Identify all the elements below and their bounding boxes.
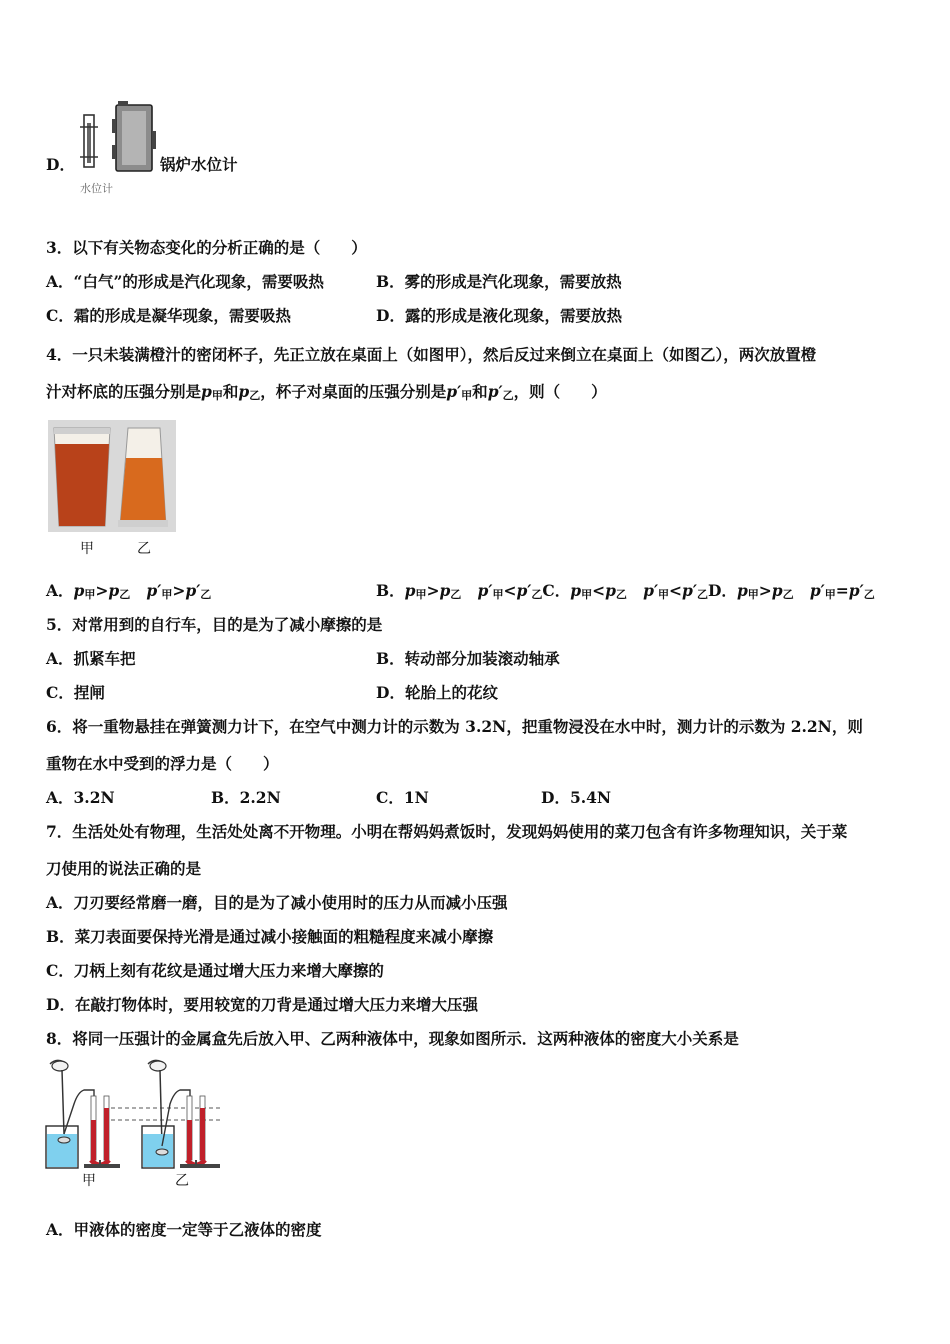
q6-option-c: C．1N: [376, 788, 429, 807]
q5-option-c: C．捏闸: [46, 683, 105, 702]
water-gauge-caption: 水位计: [80, 182, 113, 195]
q5-option-d: D．轮胎上的花纹: [376, 683, 498, 702]
q7-option-c: C．刀柄上刻有花纹是通过增大压力来增大摩擦的: [46, 961, 384, 980]
q4-caption-jia: 甲: [80, 541, 94, 557]
q8-caption-yi: 乙: [175, 1173, 189, 1189]
pressure-gauge-figure: [44, 1056, 224, 1172]
q7-stem-line2: 刀使用的说法正确的是: [46, 859, 202, 878]
q5-stem: 5．对常用到的自行车，目的是为了减小摩擦的是: [46, 615, 383, 634]
q4-options-bcd: B．$p_甲>p_乙$ $p'_甲<p'_乙C$．$p_甲<p_乙$ $p'_甲<p'_乙D$．$p_甲>p_乙$ $p'_甲=p'_乙$: [376, 581, 875, 601]
q7-option-d: D．在敲打物体时，要用较宽的刀背是通过增大压力来增大压强: [46, 995, 478, 1014]
q3-option-b: B．雾的形成是汽化现象，需要放热: [376, 272, 622, 291]
q8-caption-jia: 甲: [82, 1173, 96, 1189]
q4-caption-yi: 乙: [137, 541, 151, 557]
q8-stem: 8．将同一压强计的金属盒先后放入甲、乙两种液体中，现象如图所示．这两种液体的密度大小关系是: [46, 1029, 739, 1048]
q3-option-a: A．“白气”的形成是汽化现象，需要吸热: [46, 272, 324, 291]
q6-stem-line2: 重物在水中受到的浮力是（ ）: [46, 754, 279, 773]
q4-option-a: A．$p_甲>p_乙$ $p'_甲>p'_乙$: [46, 581, 212, 601]
q7-option-a: A．刀刃要经常磨一磨，目的是为了减小使用时的压力从而减小压强: [46, 893, 508, 912]
q2-option-d-text: 锅炉水位计: [160, 155, 238, 174]
q3-stem: 3．以下有关物态变化的分析正确的是（ ）: [46, 238, 367, 257]
q8-option-a: A．甲液体的密度一定等于乙液体的密度: [46, 1220, 322, 1239]
q6-option-b: B．2.2N: [211, 788, 281, 807]
q7-stem-line1: 7．生活处处有物理，生活处处离不开物理。小明在帮妈妈煮饭时，发现妈妈使用的菜刀包含有许多物理知识，关于菜: [46, 822, 848, 841]
q6-option-d: D．5.4N: [541, 788, 612, 807]
q5-option-a: A．抓紧车把: [46, 649, 136, 668]
q6-option-a: A．3.2N: [46, 788, 115, 807]
q3-option-c: C．霜的形成是凝华现象，需要吸热: [46, 306, 291, 325]
juice-cups-figure: [48, 420, 176, 532]
q6-stem-line1: 6．将一重物悬挂在弹簧测力计下，在空气中测力计的示数为 3.2N，把重物浸没在水中时，测力计的示数为 2.2N，则: [46, 717, 863, 736]
q4-stem-line1: 4．一只未装满橙汁的密闭杯子，先正立放在桌面上（如图甲），然后反过来倒立在桌面上（如图乙），两次放置橙: [46, 345, 817, 364]
q3-option-d: D．露的形成是液化现象，需要放热: [376, 306, 622, 325]
q5-option-b: B．转动部分加装滚动轴承: [376, 649, 560, 668]
q7-option-b: B．菜刀表面要保持光滑是通过减小接触面的粗糙程度来减小摩擦: [46, 927, 494, 946]
q4-stem-line2: 汁对杯底的压强分别是$p_甲$和$p_乙$，杯子对桌面的压强分别是$p'_甲$和$p'_乙$，则（ ）: [46, 382, 607, 402]
q2-option-d-label: D．: [46, 155, 75, 174]
